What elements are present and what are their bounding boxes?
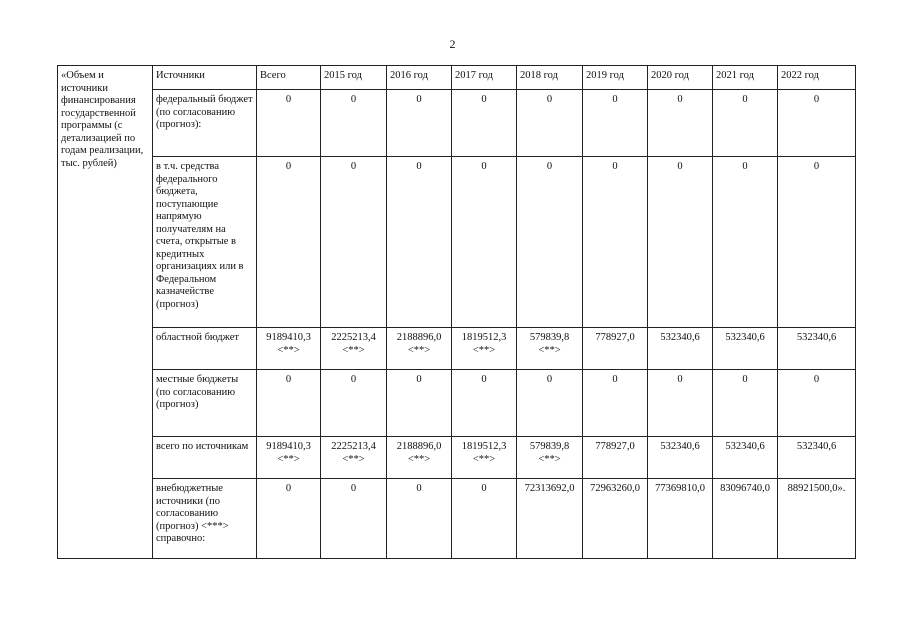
table-cell	[583, 328, 648, 370]
cell-footnote-mark: <**>	[538, 453, 561, 465]
cell-value: 0	[546, 161, 553, 172]
table-cell	[778, 370, 856, 437]
table-cell	[713, 90, 778, 157]
table-cell	[583, 90, 648, 157]
cell-value: 0	[416, 374, 422, 385]
cell-value: 0	[350, 374, 357, 385]
cell-value: 532340,6	[796, 441, 837, 452]
table-cell	[778, 90, 856, 157]
cell-value: 9189410,3	[266, 332, 311, 343]
cell-value: 0	[350, 161, 357, 172]
cell-value: 0	[546, 94, 553, 105]
cell-value: 2225213,4	[331, 441, 376, 452]
table-cell	[452, 370, 517, 437]
cell-value: 72963260,0	[590, 483, 640, 494]
cell-value: 0	[612, 161, 618, 172]
cell-value: 0	[677, 94, 683, 105]
financing-table	[57, 65, 856, 559]
cell-value: 0	[285, 374, 292, 385]
cell-value: 2188896,0	[396, 332, 442, 343]
header-2017: 2017 год	[452, 66, 517, 90]
table-cell	[713, 479, 778, 559]
cell-footnote-mark: <**>	[538, 344, 561, 356]
table-cell	[257, 437, 321, 479]
cell-footnote-mark: <**>	[472, 344, 496, 356]
table-row	[58, 370, 856, 437]
cell-value: 83096740,0	[720, 483, 770, 494]
table-cell	[387, 370, 452, 437]
table-cell	[517, 479, 583, 559]
table-cell	[321, 90, 387, 157]
cell-footnote-mark: <**>	[472, 453, 496, 465]
table-cell	[778, 328, 856, 370]
table-cell	[517, 370, 583, 437]
cell-footnote-mark: <**>	[342, 453, 365, 465]
cell-value: 778927,0	[595, 441, 635, 452]
row-label-federal-direct-funds: в т.ч. средства федерального бюджета, поступающие напрямую получателям на счета, открытые в кредитных организациях или в Федеральном казначействе (прогноз)	[153, 157, 257, 328]
table-cell	[387, 157, 452, 328]
table-row	[58, 90, 856, 157]
row-label-regional-budget: областной бюджет	[153, 328, 257, 370]
cell-value: 0	[742, 94, 748, 105]
cell-value: 0	[813, 374, 820, 385]
table-cell	[517, 328, 583, 370]
cell-value: 0	[416, 161, 422, 172]
table-cell	[257, 370, 321, 437]
table-cell	[583, 479, 648, 559]
cell-value: 532340,6	[660, 332, 700, 343]
header-sources: Источники	[153, 66, 257, 90]
table-cell	[648, 90, 713, 157]
cell-value: 0	[285, 161, 292, 172]
cell-value: 0	[677, 161, 683, 172]
table-cell	[387, 437, 452, 479]
table-cell	[452, 328, 517, 370]
table-row	[58, 328, 856, 370]
cell-value: 532340,6	[725, 332, 765, 343]
page-number: 2	[449, 37, 456, 51]
table-cell	[257, 90, 321, 157]
table-cell	[257, 479, 321, 559]
cell-value: 77369810,0	[655, 483, 705, 494]
table-row	[58, 437, 856, 479]
table-cell	[778, 157, 856, 328]
table-cell	[778, 437, 856, 479]
cell-value: 0	[612, 94, 618, 105]
cell-value: 2225213,4	[331, 332, 376, 343]
cell-value: 532340,6	[725, 441, 765, 452]
cell-value: 1819512,3	[461, 332, 507, 343]
row-label-federal-budget: федеральный бюджет (по согласованию (прогноз):	[153, 90, 257, 157]
table-cell	[321, 479, 387, 559]
header-2020: 2020 год	[648, 66, 713, 90]
cell-value: 0	[612, 374, 618, 385]
table-cell	[583, 437, 648, 479]
row-label-total-by-sources: всего по источникам	[153, 437, 257, 479]
cell-value: 579839,8	[529, 441, 570, 452]
table-cell	[387, 479, 452, 559]
header-total: Всего	[257, 66, 321, 90]
table-cell	[517, 90, 583, 157]
table-cell	[648, 370, 713, 437]
table-header-row	[58, 66, 856, 90]
cell-value: 0	[350, 94, 357, 105]
header-2021: 2021 год	[713, 66, 778, 90]
table-cell	[648, 437, 713, 479]
cell-value: 0	[677, 374, 683, 385]
cell-value: 579839,8	[529, 332, 570, 343]
cell-footnote-mark: <**>	[407, 453, 431, 465]
cell-value: 0	[813, 161, 820, 172]
header-2018: 2018 год	[517, 66, 583, 90]
cell-footnote-mark: <**>	[407, 344, 431, 356]
header-2016: 2016 год	[387, 66, 452, 90]
table-cell	[648, 479, 713, 559]
table-cell	[583, 157, 648, 328]
table-cell	[713, 328, 778, 370]
table-cell	[517, 437, 583, 479]
table-cell	[452, 437, 517, 479]
table-cell	[648, 328, 713, 370]
table-cell	[713, 370, 778, 437]
table-cell	[648, 157, 713, 328]
cell-value: 0	[285, 94, 292, 105]
cell-value: 0	[813, 94, 820, 105]
table-cell	[713, 437, 778, 479]
cell-value: 88921500,0».	[787, 483, 846, 494]
cell-value: 0	[350, 483, 357, 494]
table-cell	[452, 90, 517, 157]
cell-footnote-mark: <**>	[342, 344, 365, 356]
table-cell	[321, 437, 387, 479]
program-financing-title-cell: «Объем и источники финансирования государственной программы (с детализацией по годам реализации, тыс. рублей)	[58, 66, 153, 559]
header-2022: 2022 год	[778, 66, 856, 90]
table-row	[58, 157, 856, 328]
table-cell	[452, 157, 517, 328]
cell-value: 0	[285, 483, 292, 494]
cell-value: 0	[481, 374, 487, 385]
cell-value: 0	[481, 483, 487, 494]
cell-footnote-mark: <**>	[277, 344, 300, 356]
cell-value: 0	[481, 94, 487, 105]
table-cell	[583, 370, 648, 437]
cell-value: 532340,6	[660, 441, 700, 452]
table-cell	[321, 328, 387, 370]
cell-value: 0	[546, 374, 553, 385]
cell-value: 0	[416, 94, 422, 105]
cell-value: 532340,6	[796, 332, 837, 343]
table-cell	[257, 157, 321, 328]
table-cell	[321, 370, 387, 437]
cell-value: 0	[742, 374, 748, 385]
table-cell	[713, 157, 778, 328]
cell-footnote-mark: <**>	[277, 453, 300, 465]
cell-value: 0	[481, 161, 487, 172]
table-cell	[257, 328, 321, 370]
cell-value: 9189410,3	[266, 441, 311, 452]
table-cell	[452, 479, 517, 559]
cell-value: 72313692,0	[524, 483, 575, 494]
header-2019: 2019 год	[583, 66, 648, 90]
cell-value: 0	[742, 161, 748, 172]
cell-value: 2188896,0	[396, 441, 442, 452]
table-cell	[387, 328, 452, 370]
row-label-extra-budgetary: внебюджетные источники (по согласованию (прогноз) <***> справочно:	[153, 479, 257, 559]
cell-value: 1819512,3	[461, 441, 507, 452]
table-cell	[387, 90, 452, 157]
table-cell	[321, 157, 387, 328]
cell-value: 778927,0	[595, 332, 635, 343]
cell-value: 0	[416, 483, 422, 494]
table-cell	[517, 157, 583, 328]
row-label-local-budgets: местные бюджеты (по согласованию (прогноз)	[153, 370, 257, 437]
header-2015: 2015 год	[321, 66, 387, 90]
table-row	[58, 479, 856, 559]
table-cell	[778, 479, 856, 559]
